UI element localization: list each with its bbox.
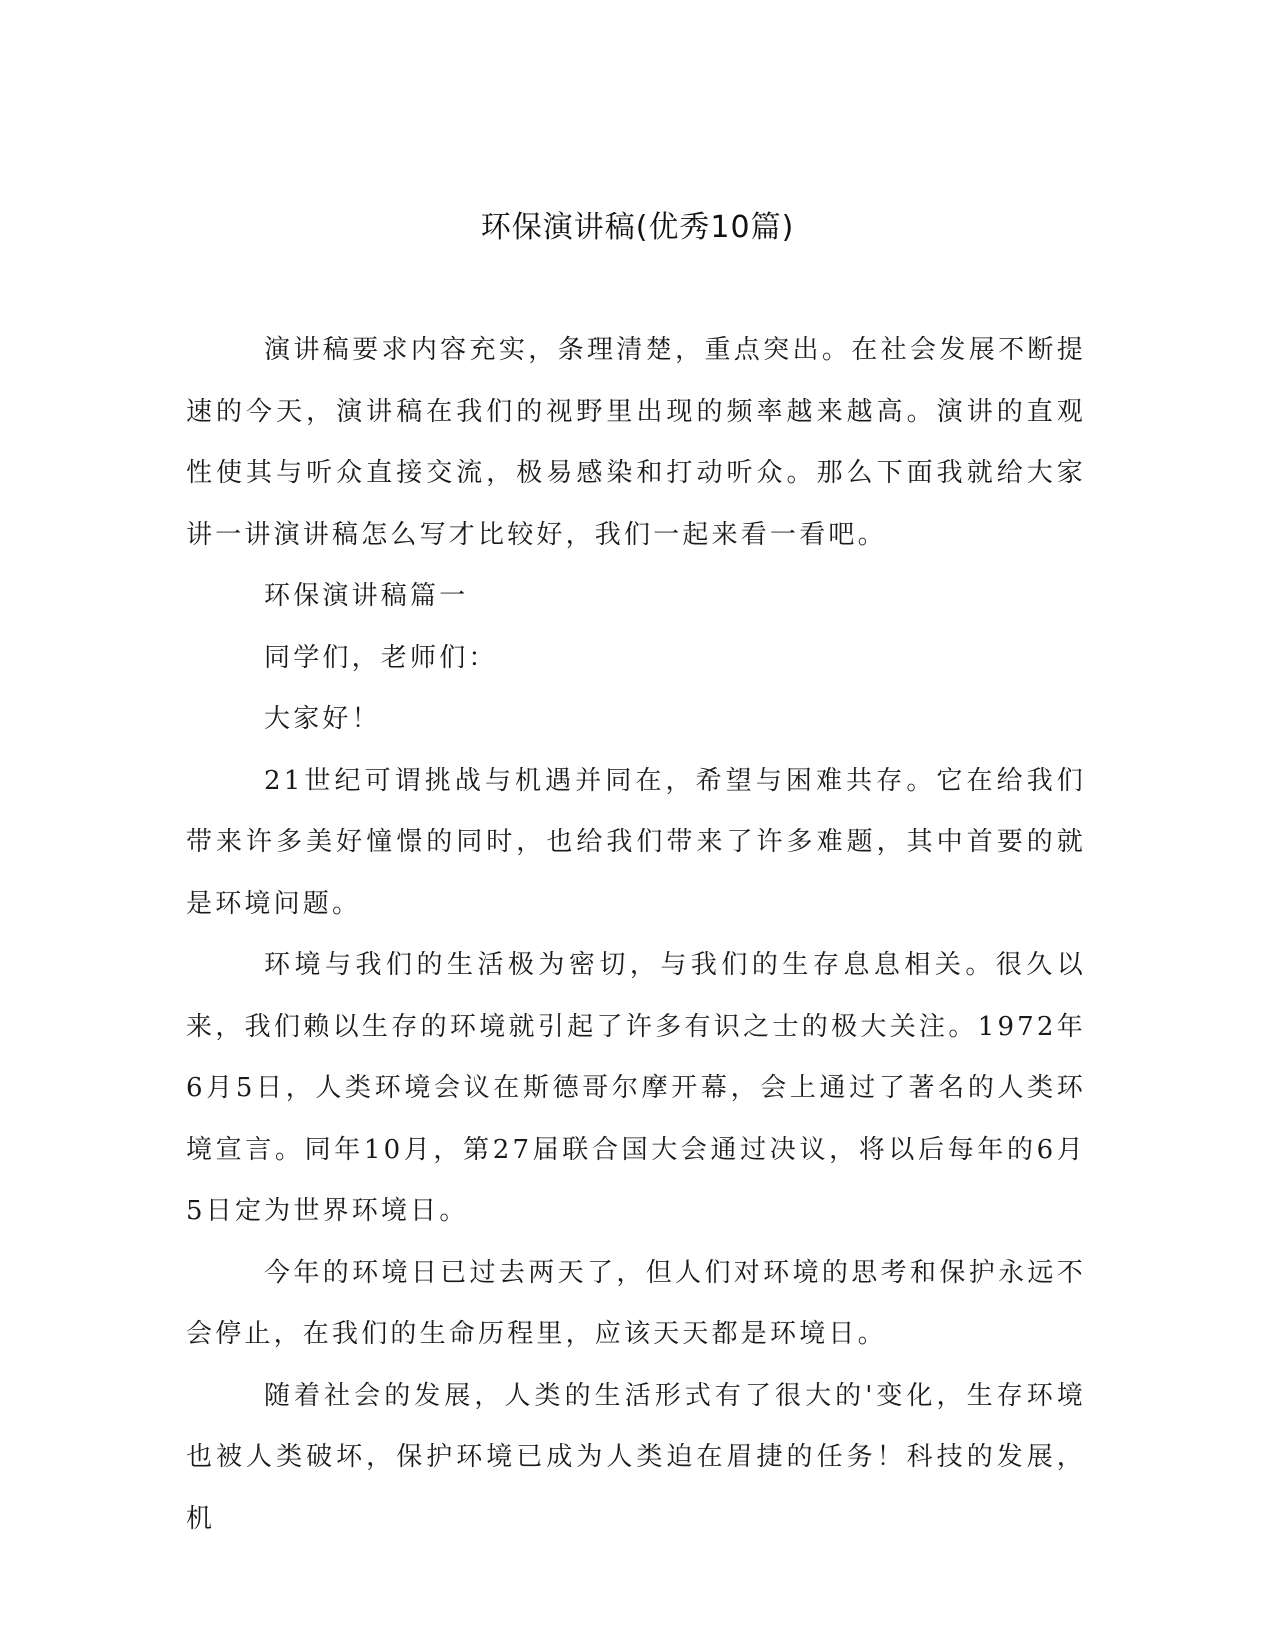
paragraph-body: 随着社会的发展，人类的生活形式有了很大的'变化，生存环境也被人类破坏，保护环境已成为人类迫在眉捷的任务！科技的发展，机 bbox=[186, 1380, 1086, 1534]
paragraph-salutation: 同学们，老师们： bbox=[264, 642, 498, 673]
paragraph-body: 21世纪可谓挑战与机遇并同在，希望与困难共存。它在给我们带来许多美好憧憬的同时，也给我们带来了许多难题，其中首要的就是环境问题。 bbox=[186, 765, 1086, 919]
paragraph-body: 今年的环境日已过去两天了，但人们对环境的思考和保护永远不会停止，在我们的生命历程里，应该天天都是环境日。 bbox=[186, 1257, 1086, 1349]
section-heading: 环保演讲稿篇一 bbox=[264, 581, 469, 611]
paragraph-greeting: 大家好！ bbox=[264, 704, 381, 734]
document-title: 环保演讲稿(优秀10篇) bbox=[480, 210, 795, 245]
paragraph-intro: 演讲稿要求内容充实，条理清楚，重点突出。在社会发展不断提速的今天，演讲稿在我们的视野里出现的频率越来越高。演讲的直观性使其与听众直接交流，极易感染和打动听众。那么下面我就给大家讲一讲演讲稿怎么写才比较好，我们一起来看一看吧。 bbox=[186, 335, 1086, 550]
paragraph-body: 环境与我们的生活极为密切，与我们的生存息息相关。很久以来，我们赖以生存的环境就引起了许多有识之士的极大关注。1972年6月5日，人类环境会议在斯德哥尔摩开幕，会上通过了著名的人类环境宣言。同年10月，第27届联合国大会通过决议，将以后每年的6月5日定为世界环境日。 bbox=[186, 950, 1086, 1226]
document-body bbox=[186, 320, 1086, 1550]
